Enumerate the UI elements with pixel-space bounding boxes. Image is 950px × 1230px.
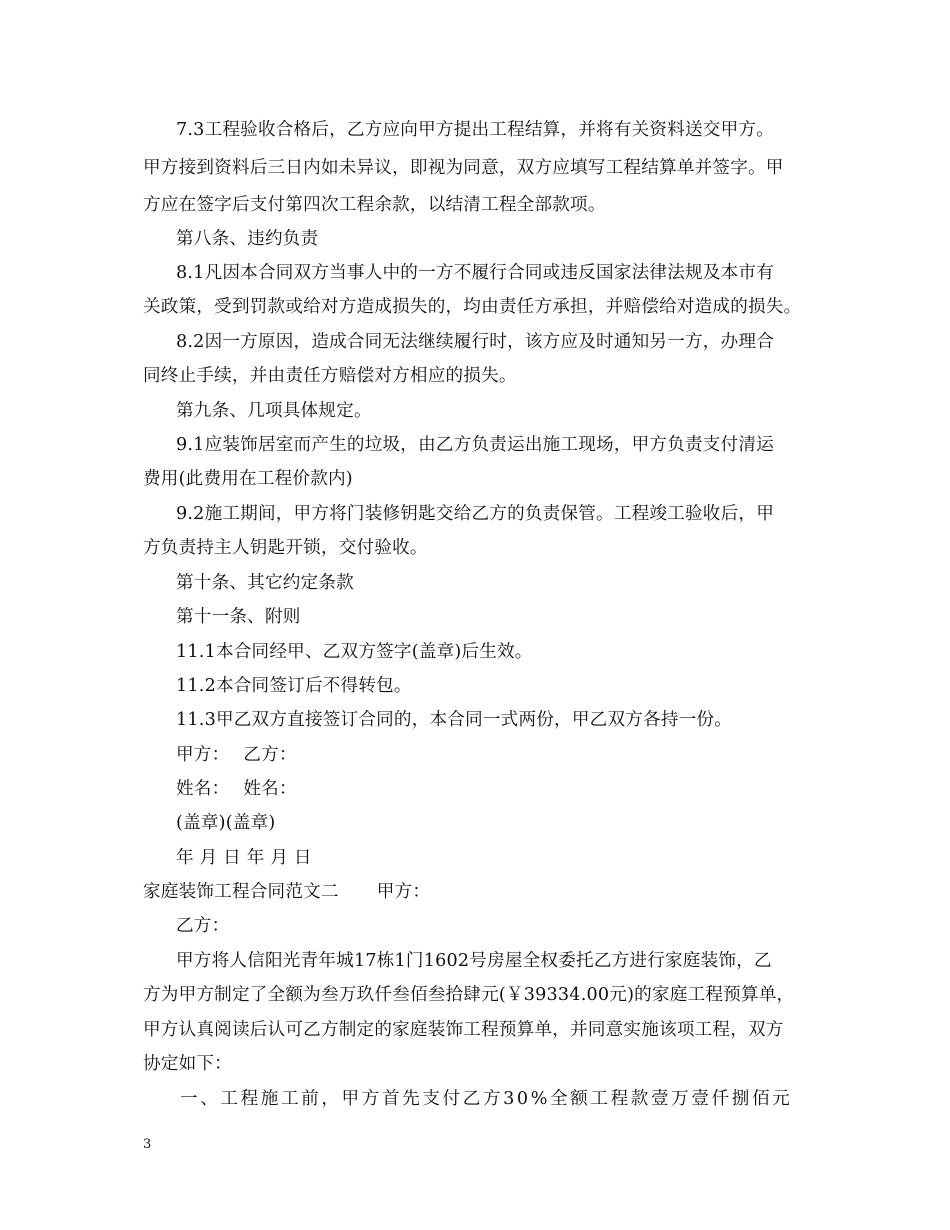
clause-8-2-line-1: 8.2因一方原因，造成合同无法继续履行时，该方应及时通知另一方，办理合 xyxy=(176,332,774,352)
second-contract-title: 家庭装饰工程合同范文二 xyxy=(143,882,339,902)
article-11-heading: 第十一条、附则 xyxy=(176,607,301,627)
second-contract-party-b: 乙方： xyxy=(176,916,230,936)
article-8-heading: 第八条、违约负责 xyxy=(176,229,319,249)
second-contract-body-line-2: 方为甲方制定了全额为叁万玖仟叁佰叁拾肆元(￥39334.00元)的家庭工程预算单， xyxy=(143,985,795,1005)
page-number: 3 xyxy=(143,1137,152,1152)
clause-9-1-line-1: 9.1应装饰居室而产生的垃圾，由乙方负责运出施工现场，甲方负责支付清运 xyxy=(176,435,774,455)
article-10-heading: 第十条、其它约定条款 xyxy=(176,573,354,593)
party-b-label: 乙方： xyxy=(243,745,297,765)
second-contract-body-line-1: 甲方将人信阳光青年城17栋1门1602号房屋全权委托乙方进行家庭装饰，乙 xyxy=(176,951,772,971)
clause-8-2-line-2: 同终止手续，并由责任方赔偿对方相应的损失。 xyxy=(143,366,517,386)
second-contract-body-line-3: 甲方认真阅读后认可乙方制定的家庭装饰工程预算单，并同意实施该项工程，双方 xyxy=(143,1020,784,1040)
name-b-label: 姓名： xyxy=(243,779,297,799)
clause-8-1-line-2: 关政策，受到罚款或给对方造成损失的，均由责任方承担，并赔偿给对造成的损失。 xyxy=(143,297,802,317)
party-a-label: 甲方： xyxy=(176,745,230,765)
clause-9-2-line-2: 方负责持主人钥匙开锁，交付验收。 xyxy=(143,538,428,558)
clause-11-3: 11.3甲乙双方直接签订合同的，本合同一式两份，甲乙双方各持一份。 xyxy=(176,710,732,730)
second-contract-title-row xyxy=(143,880,813,904)
clause-9-1-line-2: 费用(此费用在工程价款内) xyxy=(143,469,353,489)
second-contract-party-a: 甲方： xyxy=(376,882,431,902)
signature-names-row xyxy=(176,777,846,801)
second-contract-body-line-4: 协定如下： xyxy=(143,1054,232,1074)
name-a-label: 姓名： xyxy=(176,779,230,799)
signature-date-row: 年 月 日 年 月 日 xyxy=(176,848,312,868)
clause-11-2: 11.2本合同签订后不得转包。 xyxy=(176,676,412,696)
second-contract-body-line-5: 一、工程施工前，甲方首先支付乙方30%全额工程款壹万壹仟捌佰元 xyxy=(180,1089,793,1109)
article-9-heading: 第九条、几项具体规定。 xyxy=(176,401,372,421)
clause-9-2-line-1: 9.2施工期间，甲方将门装修钥匙交给乙方的负责保管。工程竣工验收后，甲 xyxy=(176,504,774,524)
clause-8-1-line-1: 8.1凡因本合同双方当事人中的一方不履行合同或违反国家法律法规及本市有 xyxy=(176,263,774,283)
signature-seal-row: (盖章)(盖章) xyxy=(176,813,276,833)
clause-11-1: 11.1本合同经甲、乙双方签字(盖章)后生效。 xyxy=(176,642,533,662)
signature-parties-row xyxy=(176,743,846,767)
clause-7-3-line-3: 方应在签字后支付第四次工程余款，以结清工程全部款项。 xyxy=(143,195,606,215)
clause-7-3-line-2: 甲方接到资料后三日内如未异议，即视为同意，双方应填写工程结算单并签字。甲 xyxy=(143,158,784,178)
clause-7-3-line-1: 7.3工程验收合格后，乙方应向甲方提出工程结算，并将有关资料送交甲方。 xyxy=(176,120,774,140)
